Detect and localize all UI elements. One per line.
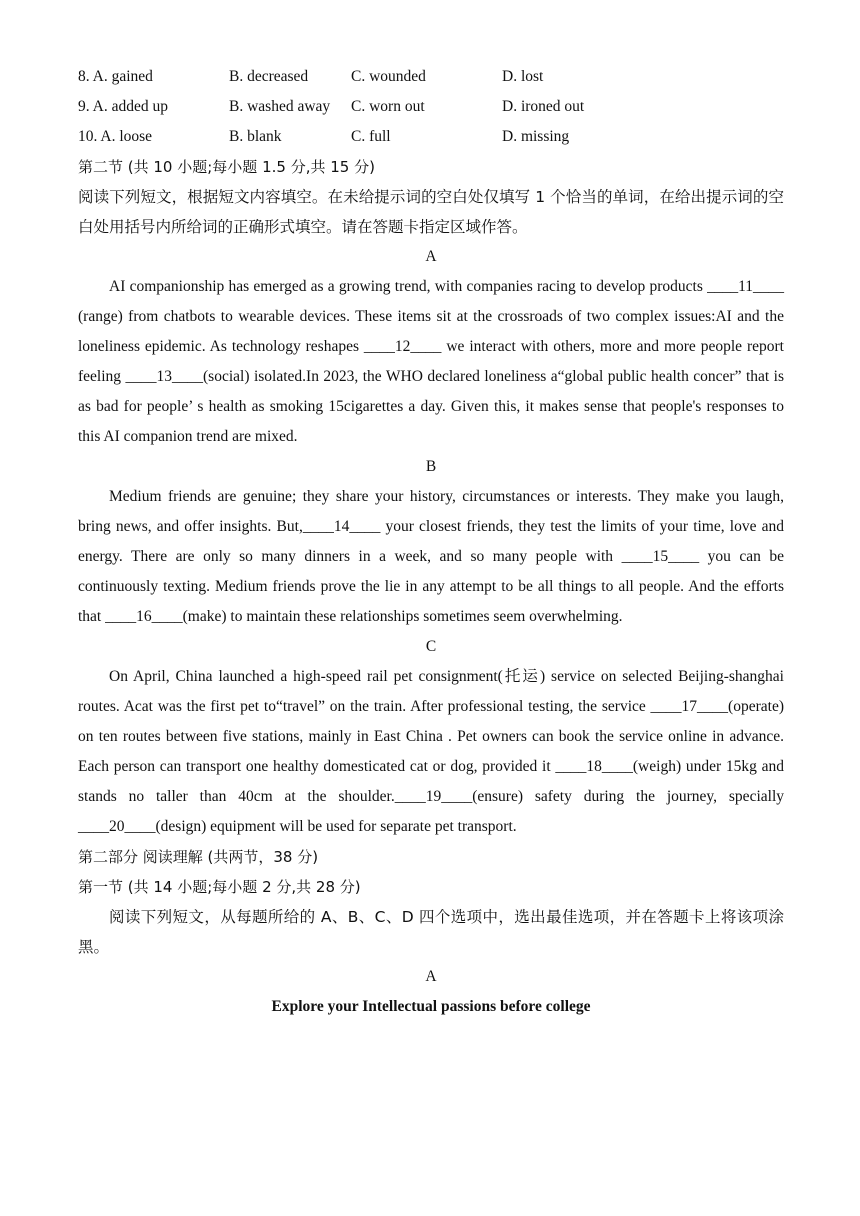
passage-a-label: A (425, 248, 437, 265)
reading-a-title: Explore your Intellectual passions before college (271, 998, 591, 1015)
q8-option-c: C. wounded (351, 68, 426, 85)
q8-option-d: D. lost (502, 68, 544, 85)
q10-option-a: 10. A. loose (78, 128, 153, 145)
part2-section1-heading: 第一节 (共 14 小题;每小题 2 分,共 28 分) (78, 878, 361, 896)
passage-b-text: Medium friends are genuine; they share your history, circumstances or interests. They make you laugh, bring news, and offer insights. But,____14____ your closest friends, they test the limits of your time, love and energy. There are only so many dinners in a week, and so many people with ____15____ you can be continuously texting. Medium friends prove the lie in any attempt to be all things to all people. And the efforts that ____16____(make) to maintain these relationships sometimes seem overwhelming. (78, 488, 784, 625)
q9-option-c: C. worn out (351, 98, 425, 115)
exam-page (78, 62, 784, 1022)
q8-option-a: 8. A. gained (78, 68, 153, 85)
q9-option-a: 9. A. added up (78, 98, 168, 115)
part2-instructions: 阅读下列短文，从每题所给的 A、B、C、D 四个选项中，选出最佳选项，并在答题卡上将该项涂黑。 (78, 908, 784, 956)
passage-c-text: On April, China launched a high-speed rail pet consignment(托运) service on selected Beijing-shanghai routes. Acat was the first pet to“travel” on the train. After professional testing, the service ____17____(operate) on ten routes between five stations, mainly in East China . Pet owners can book the service online in advance. Each person can transport one healthy domesticated cat or dog, provided it ____18____(weigh) under 15kg and stands no taller than 40cm at the shoulder.____19____(ensure) safety during the journey, specially ____20____(design) equipment will be used for separate pet transport. (78, 668, 784, 835)
q8-option-b: B. decreased (229, 68, 309, 85)
q9-option-d: D. ironed out (502, 98, 585, 115)
part2-heading: 第二部分 阅读理解 (共两节，38 分) (78, 848, 319, 866)
passage-c-label: C (425, 638, 437, 655)
question-9-options (78, 92, 784, 122)
q9-option-b: B. washed away (229, 98, 331, 115)
passage-b-label: B (425, 458, 437, 475)
section2-heading: 第二节 (共 10 小题;每小题 1.5 分,共 15 分) (78, 158, 375, 176)
question-8-options (78, 62, 784, 92)
q10-option-c: C. full (351, 128, 391, 145)
q10-option-b: B. blank (229, 128, 282, 145)
section2-instructions: 阅读下列短文，根据短文内容填空。在未给提示词的空白处仅填写 1 个恰当的单词，在给出提示词的空白处用括号内所给词的正确形式填空。请在答题卡指定区域作答。 (78, 188, 784, 236)
reading-a-label: A (425, 968, 437, 985)
q10-option-d: D. missing (502, 128, 570, 145)
passage-a-text: AI companionship has emerged as a growing trend, with companies racing to develop products ____11____ (range) from chatbots to wearable devices. These items sit at the crossroads of two complex issues:AI and the loneliness epidemic. As technology reshapes ____12____ we interact with others, more and more people report feeling ____13____(social) isolated.In 2023, the WHO declared loneliness a“global public health concer” that is as bad for people’ s health as smoking 15cigarettes a day. Given this, it makes sense that people's responses to this AI companion trend are mixed. (78, 278, 784, 445)
question-10-options (78, 122, 784, 152)
